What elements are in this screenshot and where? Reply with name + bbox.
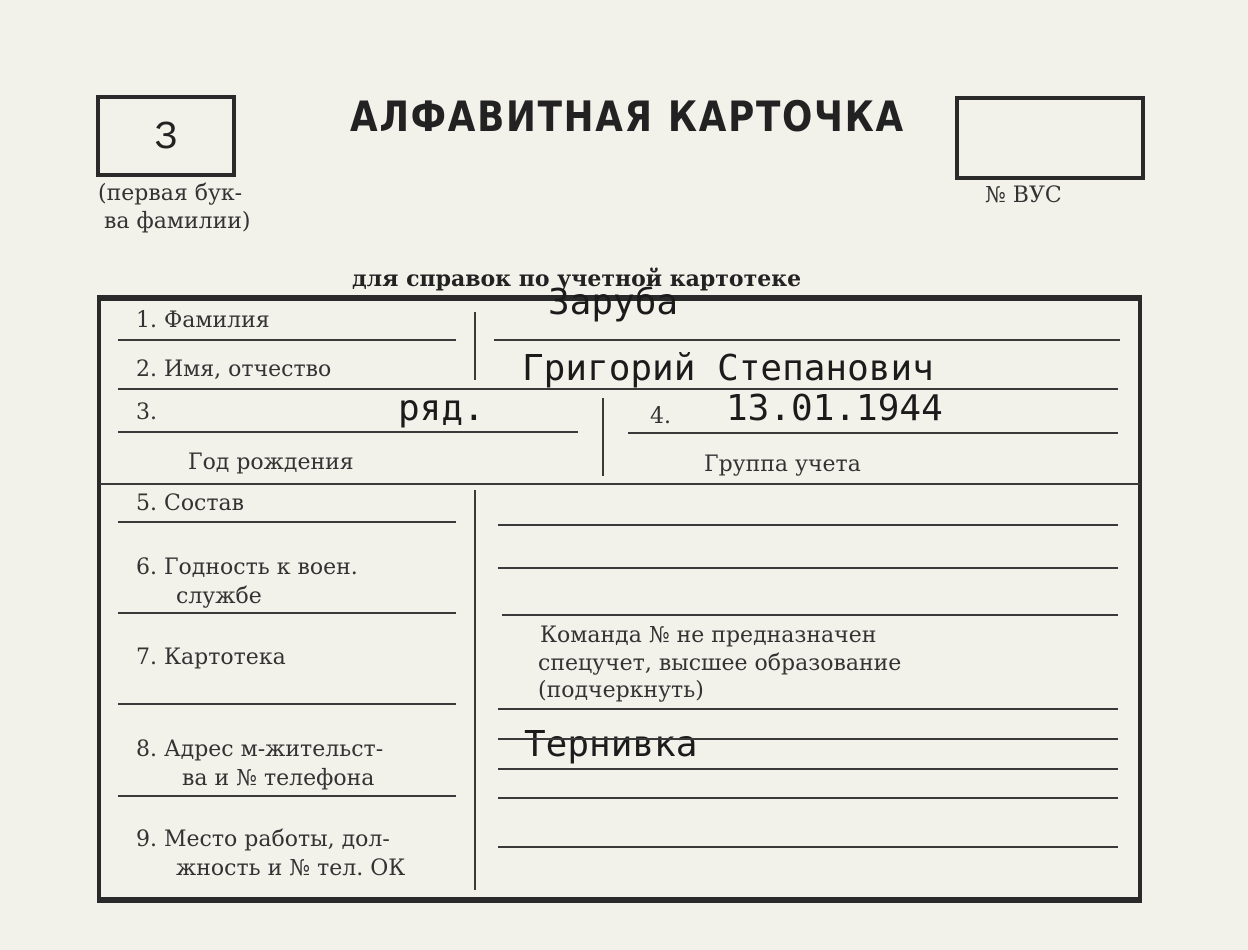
section-separator [100,483,1140,485]
field-2-value: Григорий Степанович [522,348,934,389]
field-8-left-line [118,795,456,797]
field-3-value: ряд. [398,388,485,429]
field-7-text-line-1: Команда № не предназначен [540,623,877,648]
divider-vertical-middle [602,398,604,476]
field-8-right-line-1 [498,738,1118,740]
field-4-label: 4. [650,404,671,429]
vus-number-box [955,96,1145,180]
field-7-right-line [498,708,1118,710]
field-6-label-line-2: службе [176,584,262,609]
field-3-label: 3. [136,400,157,425]
surname-letter-box [96,95,236,177]
divider-vertical-top [474,312,476,380]
field-8-label-line-1: 8. Адрес м-жительст- [136,737,384,762]
field-4-value: 13.01.1944 [726,388,943,429]
field-1-left-line [118,339,456,341]
field-9-label-line-2: жность и № тел. ОК [176,856,406,881]
field-7-left-line [118,703,456,705]
surname-letter: З [154,115,178,157]
letter-box-caption-line-2: ва фамилии) [104,209,251,234]
field-6-right-line-2 [502,614,1118,616]
field-7-text-line-3: (подчеркнуть) [538,678,704,703]
field-6-label-line-1: 6. Годность к воен. [136,555,358,580]
field-5-label: 5. Состав [136,491,245,516]
field-9-label-line-1: 9. Место работы, дол- [136,827,390,852]
field-7-text-line-2: спецучет, высшее образование [538,651,902,676]
field-9-right-line [498,846,1118,848]
field-7-label: 7. Картотека [136,645,286,670]
field-8-value: Тернивка [524,724,698,765]
field-4-caption: Группа учета [704,452,861,477]
field-6-left-line [118,612,456,614]
field-6-right-line [498,567,1118,569]
field-3-caption: Год рождения [188,450,354,475]
field-8-right-line-3 [498,797,1118,799]
field-3-line [118,431,578,433]
field-1-value: Заруба [548,282,679,323]
field-5-left-line [118,521,456,523]
letter-box-caption-line-1: (первая бук- [98,181,243,206]
vus-caption: № ВУС [985,183,1062,208]
field-2-line [118,388,1118,390]
field-8-label-line-2: ва и № телефона [182,766,375,791]
field-5-right-line [498,524,1118,526]
field-1-right-line [494,339,1120,341]
field-8-right-line-2 [498,768,1118,770]
field-4-line [628,432,1118,434]
field-2-label: 2. Имя, отчество [136,357,332,382]
card-subtitle: для справок по учетной картотеке [352,266,802,292]
card-title: АЛФАВИТНАЯ КАРТОЧКА [350,92,905,141]
divider-vertical-bottom [474,490,476,890]
field-1-label: 1. Фамилия [136,308,270,333]
